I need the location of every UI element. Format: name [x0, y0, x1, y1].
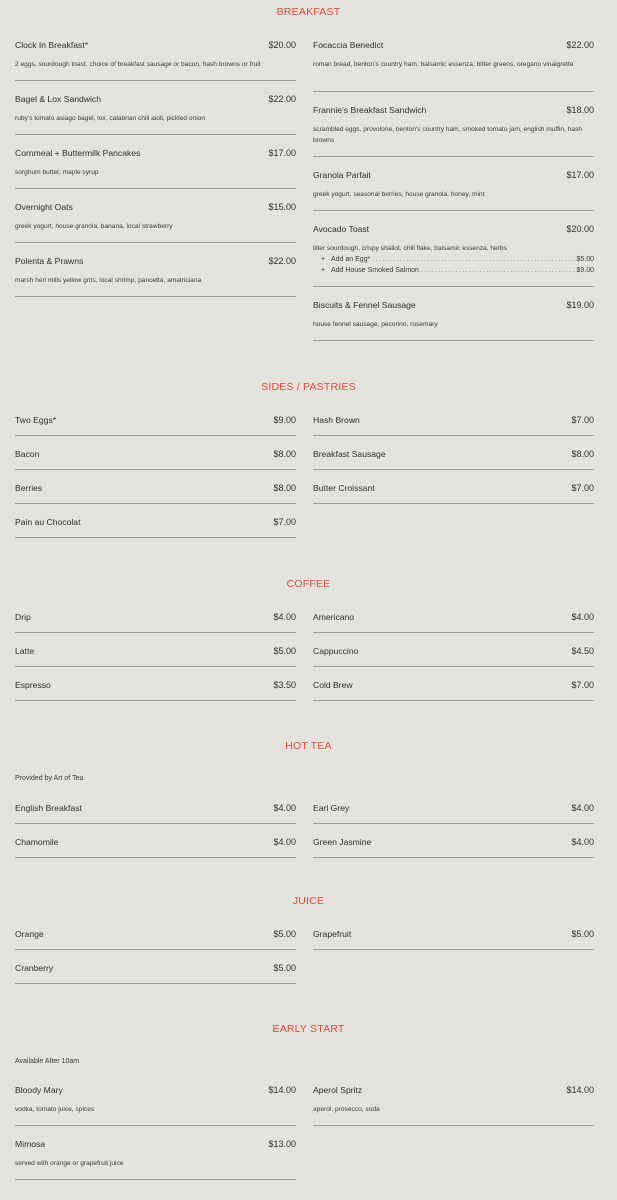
menu-item — [15, 40, 296, 81]
menu-item — [313, 803, 594, 824]
item-name: Espresso — [15, 680, 51, 690]
item-price: $5.00 — [273, 929, 296, 939]
addon-name: Add House Smoked Salmon — [331, 267, 419, 274]
item-price: $4.00 — [571, 837, 594, 847]
plus-icon: + — [321, 267, 326, 274]
menu-item — [15, 1139, 296, 1180]
addon-row — [313, 265, 594, 276]
item-name: Grapefruit — [313, 929, 352, 939]
menu-item — [15, 415, 296, 436]
addon-name: Add an Egg* — [331, 256, 371, 263]
item-name: Berries — [15, 483, 43, 493]
item-name: Bloody Mary — [15, 1085, 63, 1095]
item-name: Chamomile — [15, 837, 59, 847]
item-name: Mimosa — [15, 1139, 46, 1149]
item-price: $7.00 — [273, 517, 296, 527]
item-price: $5.00 — [273, 646, 296, 656]
section-title-coffee: COFFEE — [286, 578, 331, 590]
menu-item — [313, 105, 594, 157]
item-price: $22.00 — [566, 40, 594, 50]
breakfast-right-column — [313, 40, 594, 341]
menu-item — [313, 837, 594, 858]
item-price: $8.00 — [273, 483, 296, 493]
menu-item — [15, 517, 296, 538]
item-price: $9.00 — [273, 415, 296, 425]
item-name: Polenta & Prawns — [15, 256, 84, 266]
menu-item — [15, 449, 296, 470]
item-name: Latte — [15, 646, 35, 656]
item-name: Frannie's Breakfast Sandwich — [313, 105, 427, 115]
early-right-column — [313, 1085, 594, 1126]
breakfast-left-column — [15, 40, 296, 297]
menu-item — [313, 224, 594, 287]
menu-item — [15, 148, 296, 189]
item-name: Granola Parfait — [313, 170, 371, 180]
item-name: Biscuits & Fennel Sausage — [313, 300, 416, 310]
item-price: $5.00 — [571, 929, 594, 939]
item-price: $4.00 — [273, 612, 296, 622]
section-title-sides: SIDES / PASTRIES — [261, 381, 356, 393]
menu-item — [313, 646, 594, 667]
item-name: Breakfast Sausage — [313, 449, 386, 459]
item-name: Overnight Oats — [15, 202, 73, 212]
menu-item — [313, 170, 594, 211]
addon-row — [313, 254, 594, 265]
menu-item — [15, 837, 296, 858]
item-name: English Breakfast — [15, 803, 82, 813]
item-price: $20.00 — [566, 224, 594, 234]
section-note: Provided by Art of Tea — [15, 775, 84, 782]
tea-right-column — [313, 803, 594, 858]
menu-item — [15, 483, 296, 504]
item-name: Clock In Breakfast* — [15, 40, 89, 50]
item-price: $8.00 — [571, 449, 594, 459]
item-price: $5.00 — [273, 963, 296, 973]
plus-icon: + — [321, 256, 326, 263]
item-name: Orange — [15, 929, 44, 939]
item-price: $18.00 — [566, 105, 594, 115]
item-price: $17.00 — [268, 148, 296, 158]
menu-item — [15, 1085, 296, 1126]
sides-left-column — [15, 415, 296, 538]
juice-right-column — [313, 929, 594, 950]
item-description: tiller sourdough, crispy shallot, chili flake, balsamic essenza, herbs — [313, 245, 507, 252]
menu-item — [15, 256, 296, 297]
menu-item — [313, 40, 594, 92]
item-price: $8.00 — [273, 449, 296, 459]
item-description: scrambled eggs, provolone, benton's country ham, smoked tomato jam, english muffin, hash browns — [313, 126, 583, 144]
item-price: $7.00 — [571, 680, 594, 690]
menu-item — [313, 483, 594, 504]
menu-item — [313, 680, 594, 701]
menu-item — [313, 415, 594, 436]
menu-item — [15, 680, 296, 701]
item-price: $3.50 — [273, 680, 296, 690]
menu-item — [15, 646, 296, 667]
section-title-early-start: EARLY START — [272, 1023, 345, 1035]
section-title-breakfast: BREAKFAST — [276, 6, 341, 18]
item-name: Butter Croissant — [313, 483, 375, 493]
item-price: $4.50 — [571, 646, 594, 656]
menu-item — [15, 94, 296, 135]
item-price: $20.00 — [268, 40, 296, 50]
item-name: Cornmeal + Buttermilk Pancakes — [15, 148, 141, 158]
item-price: $4.00 — [273, 803, 296, 813]
item-price: $7.00 — [571, 483, 594, 493]
tea-left-column — [15, 803, 296, 858]
menu-item — [15, 202, 296, 243]
item-name: Hash Brown — [313, 415, 360, 425]
dot-leader — [421, 265, 575, 276]
item-price: $15.00 — [268, 202, 296, 212]
menu-item — [15, 929, 296, 950]
menu-item — [313, 612, 594, 633]
item-description: ruby's tomato asiago bagel, lox, calabrian chili aioli, pickled onion — [15, 115, 206, 122]
item-description: house fennel sausage, pecorino, rosemary — [313, 321, 438, 328]
menu-item — [15, 963, 296, 984]
item-price: $4.00 — [571, 612, 594, 622]
coffee-left-column — [15, 612, 296, 701]
item-price: $7.00 — [571, 415, 594, 425]
item-description: sorghum butter, maple syrup — [15, 169, 99, 176]
addon-price: $9.00 — [576, 267, 594, 274]
item-price: $19.00 — [566, 300, 594, 310]
juice-left-column — [15, 929, 296, 984]
item-description: roman bread, benton's country ham, balsamic essenza, bitter greens, oregano vinaigrette — [313, 61, 574, 68]
dot-leader — [372, 254, 574, 265]
item-price: $22.00 — [268, 256, 296, 266]
item-price: $14.00 — [566, 1085, 594, 1095]
addon-price: $5.00 — [576, 256, 594, 263]
section-title-juice: JUICE — [292, 895, 325, 907]
item-name: Drip — [15, 612, 31, 622]
item-name: Pain au Chocolat — [15, 517, 81, 527]
menu-item — [313, 300, 594, 341]
item-price: $22.00 — [268, 94, 296, 104]
item-description: marsh hen mills yellow grits, local shrimp, pancetta, amatriciana — [15, 277, 202, 284]
item-price: $4.00 — [571, 803, 594, 813]
item-name: Cold Brew — [313, 680, 353, 690]
item-name: Focaccia Benedict — [313, 40, 384, 50]
item-name: Bagel & Lox Sandwich — [15, 94, 101, 104]
item-name: Cappuccino — [313, 646, 359, 656]
item-price: $17.00 — [566, 170, 594, 180]
item-price: $14.00 — [268, 1085, 296, 1095]
menu-item — [313, 929, 594, 950]
item-description: aperol, prosecco, soda — [313, 1106, 380, 1113]
item-name: Two Eggs* — [15, 415, 57, 425]
section-title-hot-tea: HOT TEA — [285, 740, 332, 752]
item-description: greek yogurt, house granola, banana, local strawberry — [15, 223, 173, 230]
item-description: vodka, tomato juice, spices — [15, 1106, 95, 1113]
menu-item — [15, 612, 296, 633]
item-name: Cranberry — [15, 963, 54, 973]
early-left-column — [15, 1085, 296, 1180]
item-description: served with orange or grapefruit juice — [15, 1160, 124, 1167]
item-name: Green Jasmine — [313, 837, 372, 847]
menu-item — [313, 449, 594, 470]
item-description: 2 eggs, sourdough toast, choice of breakfast sausage or bacon, hash browns or fruit — [15, 61, 261, 68]
section-note: Available After 10am — [15, 1058, 80, 1065]
item-description: greek yogurt, seasonal berries, house granola, honey, mint — [313, 191, 485, 198]
item-price: $13.00 — [268, 1139, 296, 1149]
menu-item — [313, 1085, 594, 1126]
sides-right-column — [313, 415, 594, 504]
item-name: Avocado Toast — [313, 224, 370, 234]
item-name: Bacon — [15, 449, 40, 459]
item-price: $4.00 — [273, 837, 296, 847]
item-name: Earl Grey — [313, 803, 350, 813]
item-name: Aperol Spritz — [313, 1085, 363, 1095]
coffee-right-column — [313, 612, 594, 701]
menu-item — [15, 803, 296, 824]
item-name: Americano — [313, 612, 355, 622]
